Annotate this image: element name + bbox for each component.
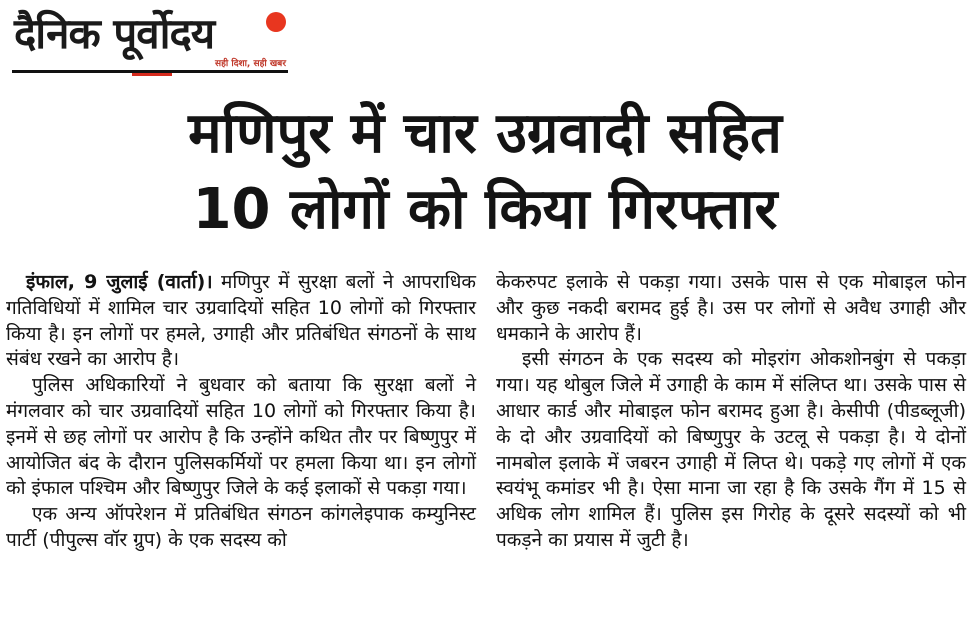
headline-line-2: 10 लोगों को किया गिरफ्तार bbox=[192, 177, 778, 242]
paragraph-3-continued: केकरुपट इलाके से पकड़ा गया। उसके पास से एक मोबाइल फोन और कुछ नकदी बरामद हुई है। उस पर लोगों से अवैध उगाही और धमकाने के आरोप हैं। bbox=[496, 271, 966, 345]
paragraph-2: पुलिस अधिकारियों ने बुधवार को बताया कि सुरक्षा बलों ने मंगलवार को चार उग्रवादियों सहित 10 लोगों को गिरफ्तार किया है। इनमें से छह लोगों पर आरोप है कि उन्होंने कथित तौर पर बिष्णुपुर में आयोजित बंद के दौरान पुलिसकर्मियों पर हमला किया था। इन लोगों को इंफाल पश्चिम और बिष्णुपुर जिले के कई इलाकों से पकड़ा गया। bbox=[6, 374, 476, 500]
masthead-accent-rule bbox=[132, 73, 172, 76]
logo-red-dot-icon bbox=[266, 12, 286, 32]
paragraph-1 bbox=[6, 270, 476, 373]
tagline: सही दिशा, सही खबर bbox=[215, 59, 286, 69]
paragraph-3: एक अन्य ऑपरेशन में प्रतिबंधित संगठन कांगलेइपाक कम्युनिस्ट पार्टी (पीपुल्स वॉर ग्रुप) के एक सदस्य को bbox=[6, 503, 476, 551]
article-column-right bbox=[496, 270, 966, 554]
paragraph-4: इसी संगठन के एक सदस्य को मोइरांग ओकशोनबुंग से पकड़ा गया। यह थोबुल जिले में उगाही के काम में संलिप्त था। उसके पास से आधार कार्ड और मोबाइल फोन बरामद हुआ है। केसीपी (पीडब्लूजी) के दो और उग्रवादियों को बिष्णुपुर के उटलू से पकड़ा है। ये दोनों नामबोल इलाके में जबरन उगाही में लिप्त थे। पकड़े गए लोगों में एक स्वयंभू कमांडर भी है। ऐसा माना जा रहा है कि उसके गैंग में 15 से अधिक लोग शामिल हैं। पुलिस इस गिरोह के दूसरे सदस्यों को भी पकड़ने का प्रयास में जुटी है। bbox=[496, 348, 966, 551]
headline-line-1: मणिपुर में चार उग्रवादी सहित bbox=[188, 101, 782, 166]
masthead bbox=[12, 6, 288, 74]
newspaper-logo: दैनिक पूर्वोदय bbox=[14, 9, 215, 58]
paragraph-1-text: मणिपुर में सुरक्षा बलों ने आपराधिक गतिविधियों में शामिल चार उग्रवादियों सहित 10 लोगों को गिरफ्तार किया है। इन लोगों पर हमले, उगाही और प्रतिबंधित संगठनों के साथ संबंध रखने का आरोप है। bbox=[6, 271, 476, 371]
headline bbox=[0, 96, 970, 248]
article-column-left bbox=[6, 270, 476, 554]
dateline: इंफाल, 9 जुलाई (वार्ता)। bbox=[26, 271, 213, 293]
